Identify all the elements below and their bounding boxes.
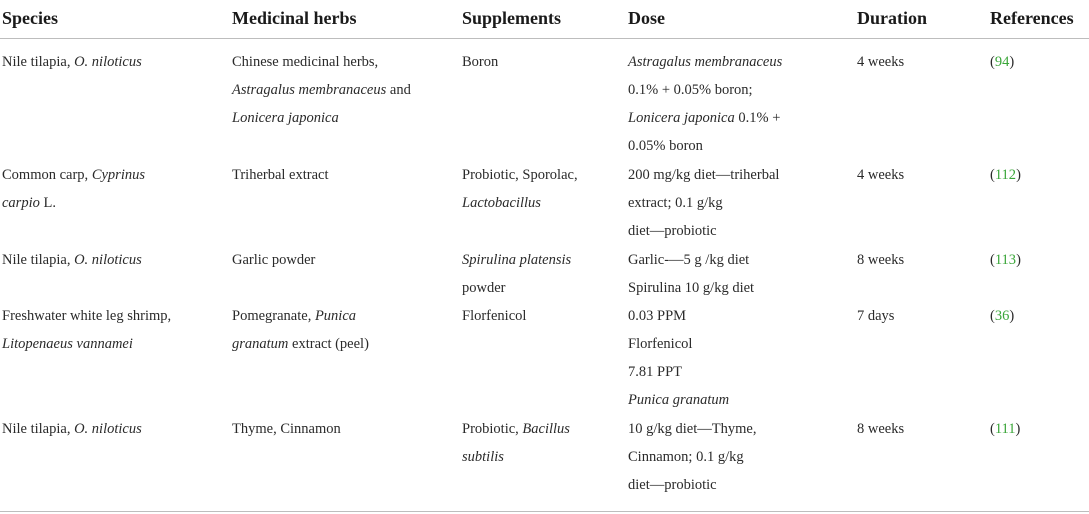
reference-cell: [990, 302, 1014, 330]
cell-line: [232, 415, 341, 443]
cell-line: [628, 443, 756, 471]
text: Garlic powder: [232, 252, 316, 268]
italic-text: carpio: [2, 195, 40, 211]
italic-text: Astragalus membranaceus: [232, 82, 387, 98]
header-species: Species: [2, 8, 58, 28]
text: Nile tilapia,: [2, 252, 75, 268]
text: powder: [462, 280, 506, 296]
text: 0.1% +: [734, 110, 781, 126]
reference-link[interactable]: 113: [994, 252, 1017, 268]
text: Pomegranate,: [232, 308, 315, 324]
medicinal-herbs-cell: [232, 302, 369, 358]
header-supplements: Supplements: [462, 8, 562, 28]
header-duration: Duration: [857, 8, 928, 28]
text: Freshwater white leg shrimp,: [2, 308, 172, 324]
dose-cell: [628, 161, 779, 245]
italic-text: O. niloticus: [74, 54, 142, 70]
text: 7.81 PPT: [628, 364, 682, 380]
header-dose: Dose: [628, 8, 665, 28]
cell-line: [462, 274, 571, 302]
cell-line: [628, 330, 729, 358]
italic-text: subtilis: [462, 449, 504, 465]
supplements-cell: [462, 48, 498, 76]
text: extract (peel): [288, 336, 369, 352]
paren-open: (: [990, 308, 995, 324]
header-medicinal-herbs: Medicinal herbs: [232, 8, 357, 28]
paren-close: ): [1016, 167, 1021, 183]
text: 10 g/kg diet—Thyme,: [628, 421, 757, 437]
species-cell: [2, 48, 142, 76]
text: Triherbal extract: [232, 167, 329, 183]
italic-text: Lonicera japonica: [628, 110, 735, 126]
italic-text: Spirulina platensis: [462, 252, 572, 268]
italic-text: Cyprinus: [91, 167, 145, 183]
cell-line: [628, 386, 729, 414]
paren-open: (: [990, 252, 995, 268]
medicinal-herbs-cell: [232, 161, 329, 189]
text: 0.05% boron: [628, 138, 703, 154]
dose-cell: [628, 302, 729, 414]
cell-line: [2, 189, 145, 217]
cell-line: [232, 330, 369, 358]
cell-line: [232, 302, 369, 330]
paren-open: (: [990, 421, 995, 437]
cell-line: [232, 48, 411, 76]
cell-line: [232, 76, 411, 104]
cell-line: [232, 104, 411, 132]
supplements-cell: [462, 161, 578, 217]
cell-line: [462, 48, 498, 76]
species-cell: [2, 161, 145, 217]
paren-close: ): [1009, 308, 1015, 324]
text: Probiotic, Sporolac,: [462, 167, 578, 183]
paren-close: ): [1016, 252, 1021, 268]
species-cell: [2, 415, 142, 443]
cell-line: [2, 330, 171, 358]
text: extract; 0.1 g/kg: [628, 195, 723, 211]
italic-text: granatum: [232, 336, 289, 352]
reference-cell: [990, 246, 1021, 274]
paren-open: (: [990, 54, 995, 70]
italic-text: O. niloticus: [74, 421, 142, 437]
cell-line: [462, 161, 578, 189]
cell-line: [628, 189, 779, 217]
cell-line: [232, 246, 315, 274]
cell-line: [462, 189, 578, 217]
cell-line: [628, 274, 754, 302]
medicinal-herbs-cell: [232, 415, 341, 443]
cell-line: [462, 246, 571, 274]
cell-line: [628, 76, 782, 104]
paren-close: ): [1015, 421, 1021, 437]
dose-cell: [628, 415, 756, 499]
supplements-cell: [462, 246, 571, 302]
paren-close: ): [1009, 54, 1015, 70]
duration-cell: 4 weeks: [857, 167, 905, 183]
medicinal-herbs-cell: [232, 48, 411, 132]
reference-cell: [990, 415, 1020, 443]
text: diet—probiotic: [628, 223, 717, 239]
cell-line: [232, 161, 329, 189]
species-cell: [2, 302, 171, 358]
reference-link[interactable]: 111: [994, 421, 1016, 437]
reference-link[interactable]: 36: [994, 308, 1010, 324]
text: Boron: [462, 54, 499, 70]
reference-link[interactable]: 94: [994, 54, 1010, 70]
bottom-rule: [0, 511, 1089, 512]
supplements-cell: [462, 415, 570, 471]
italic-text: O. niloticus: [74, 252, 142, 268]
cell-line: [628, 217, 779, 245]
reference-cell: [990, 161, 1021, 189]
cell-line: [628, 48, 782, 76]
cell-line: [628, 471, 756, 499]
text: Common carp,: [2, 167, 92, 183]
text: Florfenicol: [628, 336, 693, 352]
text: Nile tilapia,: [2, 421, 75, 437]
dose-cell: [628, 246, 754, 302]
cell-line: [2, 161, 145, 189]
cell-line: [628, 104, 782, 132]
species-cell: [2, 246, 142, 274]
italic-text: Punica: [314, 308, 357, 324]
paren-open: (: [990, 167, 995, 183]
cell-line: [628, 302, 729, 330]
text: diet—probiotic: [628, 477, 717, 493]
cell-line: [2, 246, 142, 274]
medicinal-herbs-cell: [232, 246, 315, 274]
text: Florfenicol: [462, 308, 527, 324]
duration-cell: 8 weeks: [857, 421, 905, 437]
header-rule: [0, 38, 1089, 39]
italic-text: Lactobacillus: [462, 195, 541, 211]
cell-line: [628, 161, 779, 189]
cell-line: [628, 132, 782, 160]
text: L.: [39, 195, 56, 211]
reference-link[interactable]: 112: [994, 167, 1017, 183]
text: 0.1% + 0.05% boron;: [628, 82, 753, 98]
text: Cinnamon; 0.1 g/kg: [628, 449, 744, 465]
dose-cell: [628, 48, 782, 160]
text: 0.03 PPM: [628, 308, 687, 324]
cell-line: [2, 415, 142, 443]
cell-line: [462, 302, 526, 330]
text: Chinese medicinal herbs,: [232, 54, 379, 70]
text: Spirulina 10 g/kg diet: [628, 280, 755, 296]
cell-line: [628, 415, 756, 443]
cell-line: [2, 302, 171, 330]
cell-line: [462, 415, 570, 443]
reference-cell: [990, 48, 1014, 76]
supplements-cell: [462, 302, 526, 330]
duration-cell: 7 days: [857, 308, 895, 324]
cell-line: [462, 443, 570, 471]
header-references: References: [990, 8, 1074, 28]
italic-text: Astragalus membranaceus: [628, 54, 783, 70]
text: Thyme, Cinnamon: [232, 421, 341, 437]
text: and: [386, 82, 411, 98]
text: Probiotic,: [462, 421, 523, 437]
table-header: [0, 0, 1089, 38]
italic-text: Bacillus: [522, 421, 570, 437]
italic-text: Lonicera japonica: [232, 110, 339, 126]
cell-line: [628, 358, 729, 386]
italic-text: Punica granatum: [628, 392, 730, 408]
text: Nile tilapia,: [2, 54, 75, 70]
italic-text: Litopenaeus vannamei: [2, 336, 133, 352]
text: 200 mg/kg diet—triherbal: [628, 167, 780, 183]
cell-line: [628, 246, 754, 274]
cell-line: [2, 48, 142, 76]
duration-cell: 8 weeks: [857, 252, 905, 268]
text: Garlic-—5 g /kg diet: [628, 252, 750, 268]
duration-cell: 4 weeks: [857, 54, 905, 70]
